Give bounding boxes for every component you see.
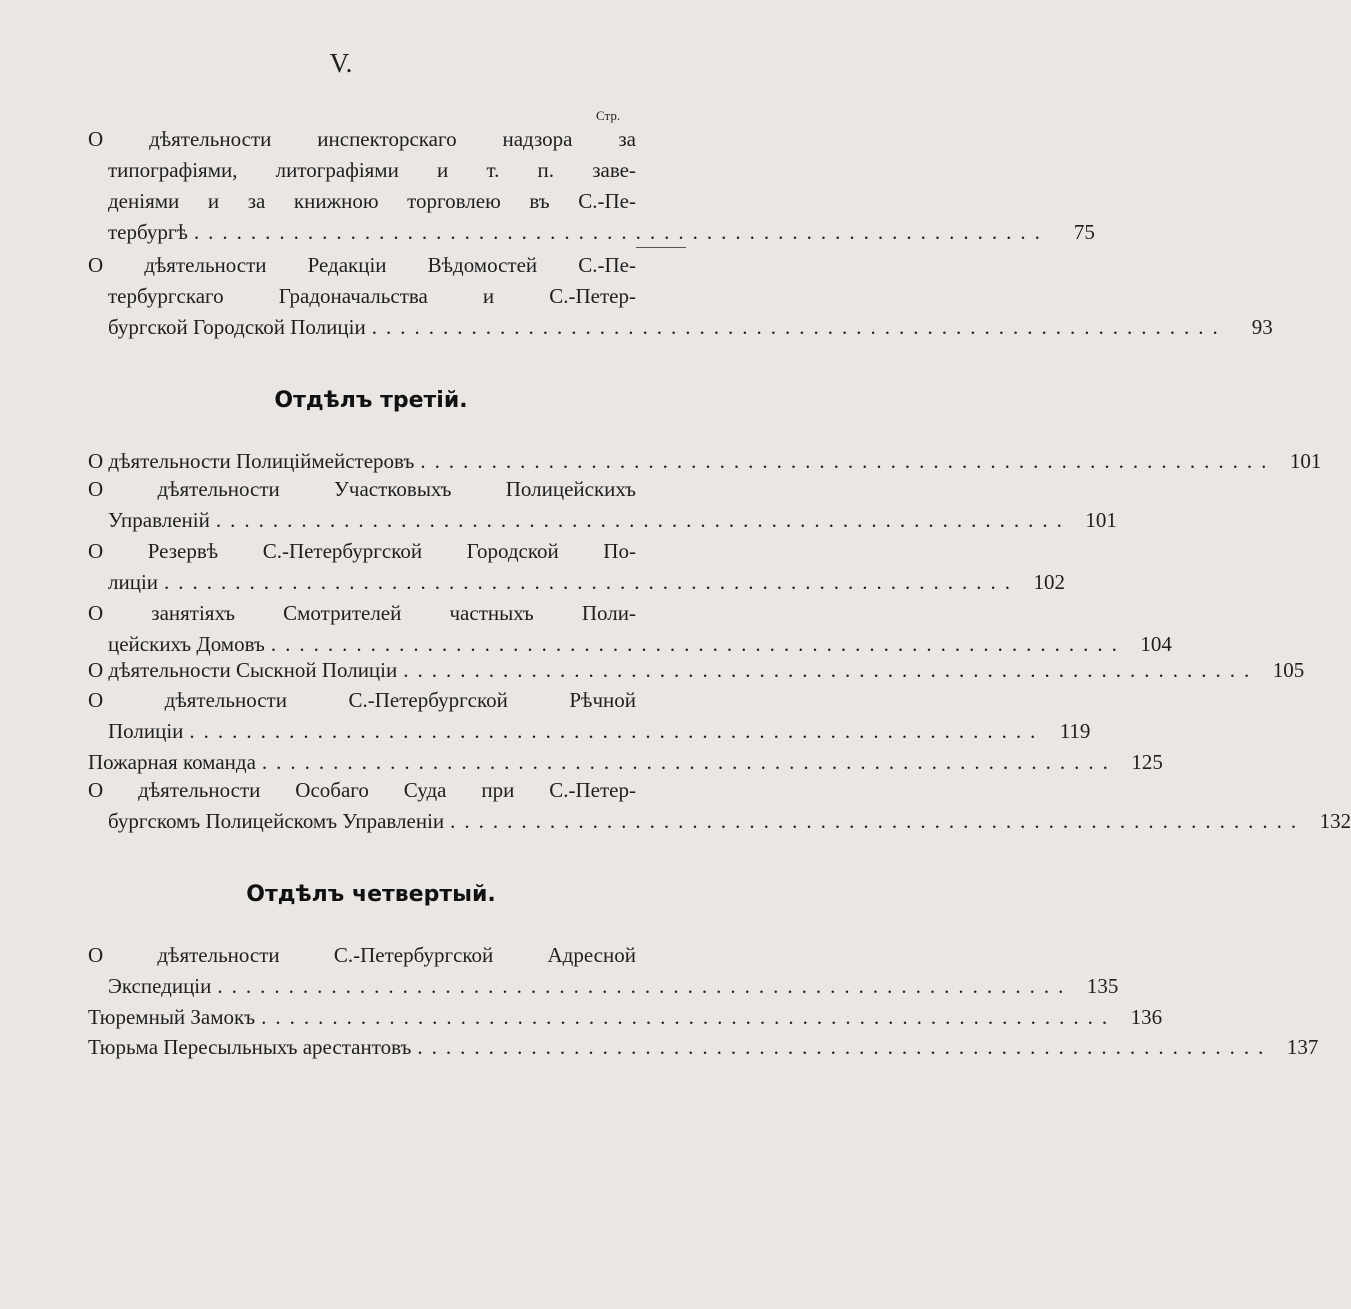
toc-word: С.-Петер- bbox=[549, 778, 636, 802]
toc-entry-title: Тюремный Замокъ bbox=[88, 1005, 256, 1029]
toc-word: торговлею bbox=[407, 189, 501, 213]
toc-entry bbox=[88, 655, 1305, 686]
toc-word: и bbox=[207, 189, 220, 213]
toc-page-number: 137 bbox=[1286, 1035, 1319, 1059]
toc-entry-line bbox=[88, 775, 636, 806]
toc-entry-line bbox=[88, 217, 1095, 248]
dot-leader: ............................................................ bbox=[261, 750, 1117, 774]
toc-word: О bbox=[88, 127, 104, 151]
toc-word: дѣятельности bbox=[144, 253, 267, 277]
dot-leader: ............................................................ bbox=[164, 570, 1020, 594]
dot-leader: ............................................................ bbox=[420, 449, 1276, 473]
toc-word: Градоначальства bbox=[278, 284, 428, 308]
toc-entry-line bbox=[88, 716, 1091, 747]
toc-word: Суда bbox=[403, 778, 447, 802]
toc-entry-line bbox=[88, 124, 636, 155]
toc-word: инспекторскаго bbox=[317, 127, 457, 151]
toc-word: дѣятельности bbox=[157, 477, 280, 501]
toc-entry-line bbox=[88, 536, 636, 567]
page-column-header: Стр. bbox=[596, 108, 621, 123]
toc-entry-title: Тюрьма Пересыльныхъ арестантовъ bbox=[88, 1035, 412, 1059]
dot-leader: ............................................................ bbox=[193, 220, 1049, 244]
toc-word: Полицейскихъ bbox=[505, 477, 636, 501]
toc-page-number: 125 bbox=[1131, 750, 1163, 774]
toc-word: типографіями, bbox=[108, 158, 238, 182]
toc-entry-title: цейскихъ Домовъ bbox=[108, 632, 265, 656]
section-title-4: Отдѣлъ четвертый. bbox=[246, 882, 496, 907]
toc-entry-line bbox=[88, 312, 1273, 343]
toc-entry-line bbox=[88, 281, 636, 312]
dot-leader: ............................................................ bbox=[417, 1035, 1273, 1059]
toc-entry-title: бургской Городской Полиціи bbox=[108, 315, 366, 339]
dot-leader: ............................................................ bbox=[270, 632, 1126, 656]
toc-entry-line bbox=[88, 1002, 1163, 1033]
toc-entry bbox=[88, 474, 1117, 536]
toc-word: Особаго bbox=[295, 778, 369, 802]
dot-leader: ............................................................ bbox=[217, 974, 1073, 998]
dot-leader: ............................................................ bbox=[189, 719, 1045, 743]
toc-page-number: 102 bbox=[1033, 570, 1066, 594]
page-number: V. bbox=[329, 48, 353, 78]
toc-word: частныхъ bbox=[449, 601, 534, 625]
toc-word: По- bbox=[603, 539, 636, 563]
toc-entry bbox=[88, 250, 1273, 343]
toc-entry-line bbox=[88, 747, 1163, 778]
toc-word: дѣятельности bbox=[138, 778, 261, 802]
toc-entry bbox=[88, 685, 1091, 747]
toc-entry-line bbox=[88, 806, 1351, 837]
toc-entry bbox=[88, 536, 1066, 598]
toc-word: Редакціи bbox=[307, 253, 387, 277]
toc-word: п. bbox=[537, 158, 555, 182]
toc-word: надзора bbox=[502, 127, 573, 151]
dot-leader: ............................................................ bbox=[261, 1005, 1117, 1029]
toc-page-number: 135 bbox=[1086, 974, 1119, 998]
toc-word: и bbox=[482, 284, 495, 308]
toc-page-number: 136 bbox=[1130, 1005, 1163, 1029]
toc-entry-title: бургскомъ Полицейскомъ Управленіи bbox=[108, 809, 445, 833]
toc-word: Участковыхъ bbox=[334, 477, 452, 501]
toc-word: Адресной bbox=[547, 943, 636, 967]
toc-word: С.-Петер- bbox=[549, 284, 636, 308]
toc-entry-title: Полиціи bbox=[108, 719, 184, 743]
toc-page-number: 119 bbox=[1059, 719, 1091, 743]
toc-page-number: 75 bbox=[1073, 220, 1095, 244]
toc-word: заве- bbox=[592, 158, 636, 182]
toc-word: деніями bbox=[108, 189, 180, 213]
toc-entry bbox=[88, 1002, 1163, 1033]
toc-page-number: 105 bbox=[1272, 658, 1305, 682]
toc-word: за bbox=[618, 127, 636, 151]
toc-entry-line bbox=[88, 598, 636, 629]
toc-entry-line bbox=[88, 655, 1305, 686]
toc-word: О bbox=[88, 539, 104, 563]
toc-entry-title: Пожарная команда bbox=[88, 750, 256, 774]
toc-entry-title: О дѣятельности Сыскной Полиціи bbox=[88, 658, 398, 682]
toc-word: С.-Петербургской bbox=[348, 688, 508, 712]
toc-word: литографіями bbox=[275, 158, 399, 182]
toc-entry-title: лиціи bbox=[108, 570, 159, 594]
toc-word: С.-Петербургской bbox=[262, 539, 423, 563]
toc-word: занятіяхъ bbox=[151, 601, 236, 625]
toc-entry bbox=[88, 1032, 1319, 1063]
toc-entry-title: О дѣятельности Полиціймейстеровъ bbox=[88, 449, 415, 473]
toc-word: С.-Петербургской bbox=[333, 943, 494, 967]
toc-word: Поли- bbox=[581, 601, 636, 625]
toc-entry-line bbox=[88, 446, 1322, 477]
toc-word: Резервѣ bbox=[147, 539, 219, 563]
dot-leader: ............................................................ bbox=[215, 508, 1071, 532]
toc-word: Рѣчной bbox=[569, 688, 636, 712]
toc-word: Вѣдомостей bbox=[427, 253, 538, 277]
toc-entry bbox=[88, 775, 1351, 837]
toc-entry-title: Управленій bbox=[108, 508, 210, 532]
toc-word: и bbox=[437, 158, 449, 182]
toc-word: О bbox=[88, 253, 104, 277]
toc-page-number: 101 bbox=[1085, 508, 1117, 532]
toc-word: Городской bbox=[466, 539, 559, 563]
dot-leader: ............................................................ bbox=[450, 809, 1306, 833]
toc-entry bbox=[88, 124, 1095, 248]
toc-word: О bbox=[88, 601, 104, 625]
toc-entry-line bbox=[88, 155, 636, 186]
toc-entry-line bbox=[88, 186, 636, 217]
toc-entry bbox=[88, 747, 1163, 778]
toc-word: О bbox=[88, 477, 104, 501]
toc-page-number: 101 bbox=[1289, 449, 1322, 473]
dot-leader: ............................................................ bbox=[371, 315, 1227, 339]
toc-entry-line bbox=[88, 567, 1066, 598]
toc-entry bbox=[88, 940, 1119, 1002]
dot-leader: ............................................................ bbox=[403, 658, 1259, 682]
toc-page-number: 93 bbox=[1251, 315, 1273, 339]
toc-entry-line bbox=[88, 505, 1117, 536]
toc-word: т. bbox=[486, 158, 500, 182]
toc-word: Смотрителей bbox=[283, 601, 402, 625]
toc-entry-line bbox=[88, 685, 636, 716]
toc-entry-line bbox=[88, 250, 636, 281]
toc-word: при bbox=[481, 778, 515, 802]
toc-word: за bbox=[247, 189, 266, 213]
toc-word: въ bbox=[529, 189, 550, 213]
toc-entry bbox=[88, 598, 1172, 660]
toc-entry-line bbox=[88, 474, 636, 505]
toc-word: О bbox=[88, 688, 104, 712]
toc-entry-line bbox=[88, 1032, 1319, 1063]
toc-entry-title: Экспедиціи bbox=[108, 974, 212, 998]
toc-word: С.-Пе- bbox=[578, 189, 636, 213]
toc-word: С.-Пе- bbox=[578, 253, 636, 277]
toc-entry-line bbox=[88, 940, 636, 971]
toc-word: дѣятельности bbox=[157, 943, 280, 967]
toc-page-number: 104 bbox=[1140, 632, 1172, 656]
toc-word: О bbox=[88, 778, 104, 802]
toc-entry bbox=[88, 446, 1322, 477]
section-title-3: Отдѣлъ третій. bbox=[274, 388, 468, 413]
toc-word: дѣятельности bbox=[149, 127, 272, 151]
toc-entry-title: тербургѣ bbox=[108, 220, 188, 244]
toc-page-number: 132 bbox=[1319, 809, 1351, 833]
toc-word: дѣятельности bbox=[164, 688, 287, 712]
toc-word: тербургскаго bbox=[108, 284, 224, 308]
toc-entry-line bbox=[88, 971, 1119, 1002]
toc-word: книжною bbox=[293, 189, 379, 213]
toc-word: О bbox=[88, 943, 104, 967]
